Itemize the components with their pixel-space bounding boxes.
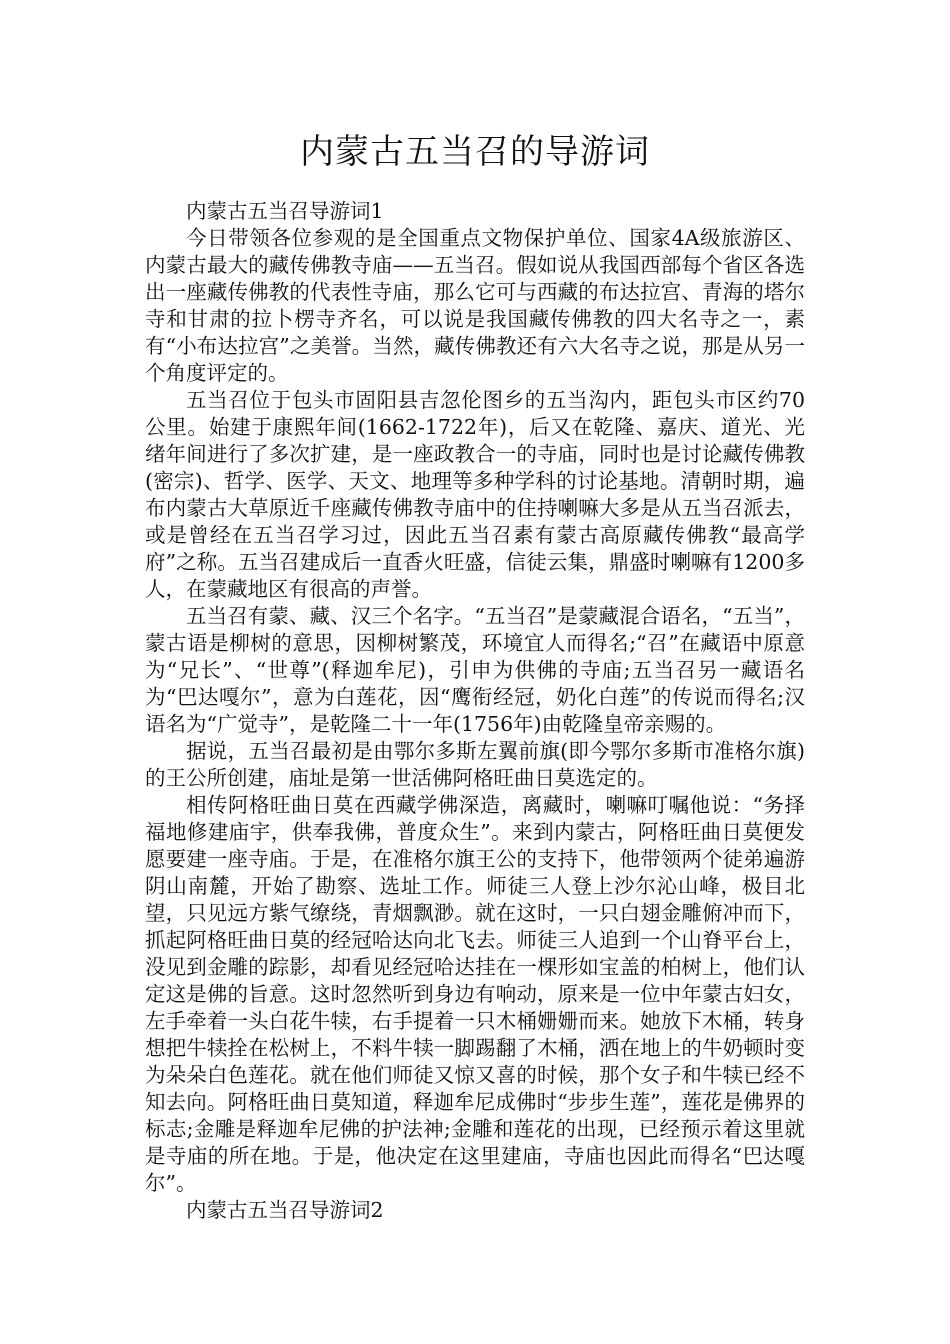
document-body [145,198,805,1224]
document-title: 内蒙古五当召的导游词 [300,132,650,172]
section-heading: 内蒙古五当召导游词2 [186,1198,384,1222]
paragraph: 五当召有蒙、藏、汉三个名字。“五当召”是蒙藏混合语名，“五当”，蒙古语是柳树的意思，因柳树繁茂，环境宜人而得名;“召”在藏语中原意为“兄长”、“世尊”(释迦牟尼)，引申为供佛的寺庙;五当召另一藏语名为“巴达嘎尔”，意为白莲花，因“鹰衔经冠，奶化白莲”的传说而得名;汉语名为“广觉寺”，是乾隆二十一年(1756年)由乾隆皇帝亲赐的。 [145,604,805,736]
section-heading: 内蒙古五当召导游词1 [186,199,384,223]
paragraph: 五当召位于包头市固阳县吉忽伦图乡的五当沟内，距包头市区约70公里。始建于康熙年间(1662-1722年)，后又在乾隆、嘉庆、道光、光绪年间进行了多次扩建，是一座政教合一的寺庙，同时也是讨论藏传佛教(密宗)、哲学、医学、天文、地理等多种学科的讨论基地。清朝时期，遍布内蒙古大草原近千座藏传佛教寺庙中的住持喇嘛大多是从五当召派去，或是曾经在五当召学习过，因此五当召素有蒙古高原藏传佛教“最高学府”之称。五当召建成后一直香火旺盛，信徒云集，鼎盛时喇嘛有1200多人，在蒙藏地区有很高的声誉。 [145,388,805,601]
paragraph: 相传阿格旺曲日莫在西藏学佛深造，离藏时，喇嘛叮嘱他说：“务择福地修建庙宇，供奉我佛，普度众生”。来到内蒙古，阿格旺曲日莫便发愿要建一座寺庙。于是，在准格尔旗王公的支持下，他带领两个徒弟遍游阴山南麓，开始了勘察、选址工作。师徒三人登上沙尔沁山峰，极目北望，只见远方紫气缭绕，青烟飘渺。就在这时，一只白翅金雕俯冲而下，抓起阿格旺曲日莫的经冠哈达向北飞去。师徒三人追到一个山脊平台上，没见到金雕的踪影，却看见经冠哈达挂在一棵形如宝盖的柏树上，他们认定这是佛的旨意。这时忽然听到身边有响动，原来是一位中年蒙古妇女，左手牵着一头白花牛犊，右手提着一只木桶姗姗而来。她放下木桶，转身想把牛犊拴在松树上，不料牛犊一脚踢翻了木桶，洒在地上的牛奶顿时变为朵朵白色莲花。就在他们师徒又惊又喜的时候，那个女子和牛犊已经不知去向。阿格旺曲日莫知道，释迦牟尼成佛时“步步生莲”，莲花是佛界的标志;金雕是释迦牟尼佛的护法神;金雕和莲花的出现，已经预示着这里就是寺庙的所在地。于是，他决定在这里建庙，寺庙也因此而得名“巴达嘎尔”。 [145,793,805,1195]
paragraph: 据说，五当召最初是由鄂尔多斯左翼前旗(即今鄂尔多斯市准格尔旗)的王公所创建，庙址是第一世活佛阿格旺曲日莫选定的。 [145,739,805,790]
paragraph: 今日带领各位参观的是全国重点文物保护单位、国家4A级旅游区、内蒙古最大的藏传佛教寺庙——五当召。假如说从我国西部每个省区各选出一座藏传佛教的代表性寺庙，那么它可与西藏的布达拉宫、青海的塔尔寺和甘肃的拉卜楞寺齐名，可以说是我国藏传佛教的四大名寺之一，素有“小布达拉宫”之美誉。当然，藏传佛教还有六大名寺之说，那是从另一个角度评定的。 [145,226,805,385]
